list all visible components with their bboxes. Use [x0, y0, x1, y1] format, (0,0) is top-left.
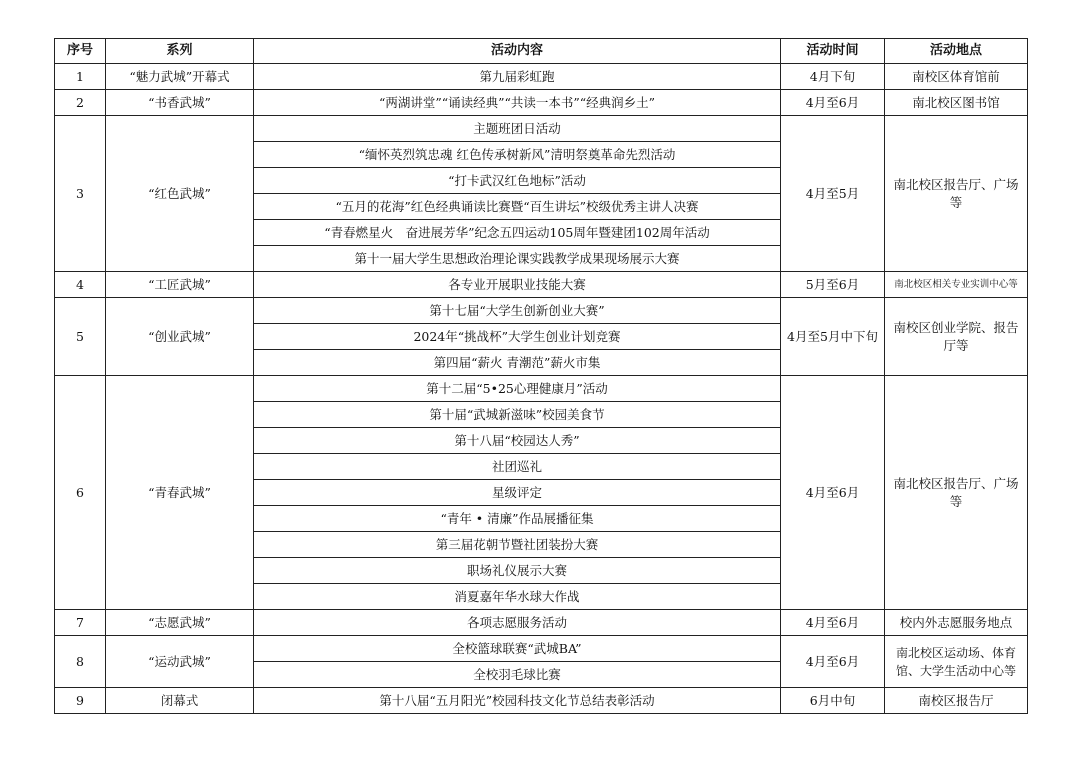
cell-no: 6 — [55, 376, 106, 610]
cell-time: 4月至6月 — [781, 90, 885, 116]
header-series: 系列 — [106, 39, 254, 64]
cell-series: “青春武城” — [106, 376, 254, 610]
cell-series: “红色武城” — [106, 116, 254, 272]
cell-time: 5月至6月 — [781, 272, 885, 298]
activity-schedule-table — [54, 38, 1028, 714]
cell-content: 星级评定 — [254, 480, 781, 506]
header-content: 活动内容 — [254, 39, 781, 64]
cell-place: 校内外志愿服务地点 — [885, 610, 1028, 636]
cell-no: 2 — [55, 90, 106, 116]
cell-content: 社团巡礼 — [254, 454, 781, 480]
cell-time: 4月至5月 — [781, 116, 885, 272]
cell-time: 4月至6月 — [781, 376, 885, 610]
cell-content: 2024年“挑战杯”大学生创业计划竞赛 — [254, 324, 781, 350]
cell-place: 南校区报告厅 — [885, 688, 1028, 714]
cell-time: 4月下旬 — [781, 64, 885, 90]
cell-series: “创业武城” — [106, 298, 254, 376]
cell-time: 4月至6月 — [781, 636, 885, 688]
cell-no: 1 — [55, 64, 106, 90]
cell-content: 消夏嘉年华水球大作战 — [254, 584, 781, 610]
cell-content: 第十八届“校园达人秀” — [254, 428, 781, 454]
cell-content: 第九届彩虹跑 — [254, 64, 781, 90]
cell-series: “书香武城” — [106, 90, 254, 116]
cell-series: 闭幕式 — [106, 688, 254, 714]
cell-place: 南北校区运动场、体育馆、大学生活动中心等 — [885, 636, 1028, 688]
cell-time: 4月至6月 — [781, 610, 885, 636]
cell-time: 4月至5月中下旬 — [781, 298, 885, 376]
header-time: 活动时间 — [781, 39, 885, 64]
cell-content: 第十八届“五月阳光”校园科技文化节总结表彰活动 — [254, 688, 781, 714]
cell-content: 职场礼仪展示大赛 — [254, 558, 781, 584]
cell-place: 南北校区图书馆 — [885, 90, 1028, 116]
table-header-row — [55, 39, 1028, 64]
cell-no: 3 — [55, 116, 106, 272]
cell-series: “魅力武城”开幕式 — [106, 64, 254, 90]
cell-series: “运动武城” — [106, 636, 254, 688]
cell-content: “五月的花海”红色经典诵读比赛暨“百生讲坛”校级优秀主讲人决赛 — [254, 194, 781, 220]
table-row — [55, 688, 1028, 714]
cell-content: 各项志愿服务活动 — [254, 610, 781, 636]
cell-content: “青春燃星火 奋进展芳华”纪念五四运动105周年暨建团102周年活动 — [254, 220, 781, 246]
cell-no: 4 — [55, 272, 106, 298]
table-row — [55, 376, 1028, 402]
cell-place: 南校区创业学院、报告厅等 — [885, 298, 1028, 376]
cell-content: 各专业开展职业技能大赛 — [254, 272, 781, 298]
cell-time: 6月中旬 — [781, 688, 885, 714]
header-place: 活动地点 — [885, 39, 1028, 64]
cell-content: “打卡武汉红色地标”活动 — [254, 168, 781, 194]
cell-content: 第三届花朝节暨社团装扮大赛 — [254, 532, 781, 558]
cell-content: 第十七届“大学生创新创业大赛” — [254, 298, 781, 324]
table-row — [55, 636, 1028, 662]
table-row — [55, 272, 1028, 298]
cell-content: “缅怀英烈筑忠魂 红色传承树新风”清明祭奠革命先烈活动 — [254, 142, 781, 168]
cell-place: 南校区体育馆前 — [885, 64, 1028, 90]
cell-content: “两湖讲堂”“诵读经典”“共读一本书”“经典润乡土” — [254, 90, 781, 116]
table-row — [55, 64, 1028, 90]
cell-content: 第十届“武城新滋味”校园美食节 — [254, 402, 781, 428]
cell-no: 8 — [55, 636, 106, 688]
cell-no: 5 — [55, 298, 106, 376]
cell-content: 全校羽毛球比赛 — [254, 662, 781, 688]
cell-content: 第十二届“5•25心理健康月”活动 — [254, 376, 781, 402]
table-row — [55, 298, 1028, 324]
header-no: 序号 — [55, 39, 106, 64]
cell-place: 南北校区报告厅、广场等 — [885, 116, 1028, 272]
cell-no: 7 — [55, 610, 106, 636]
table-row — [55, 90, 1028, 116]
cell-content: 第十一届大学生思想政治理论课实践教学成果现场展示大赛 — [254, 246, 781, 272]
table-row — [55, 116, 1028, 142]
cell-content: 第四届“薪火 青潮范”薪火市集 — [254, 350, 781, 376]
table-row — [55, 610, 1028, 636]
cell-place: 南北校区报告厅、广场等 — [885, 376, 1028, 610]
cell-series: “志愿武城” — [106, 610, 254, 636]
cell-no: 9 — [55, 688, 106, 714]
cell-content: “青年 • 清廉”作品展播征集 — [254, 506, 781, 532]
cell-content: 主题班团日活动 — [254, 116, 781, 142]
cell-content: 全校篮球联赛“武城BA” — [254, 636, 781, 662]
cell-place: 南北校区相关专业实训中心等 — [885, 272, 1028, 298]
cell-series: “工匠武城” — [106, 272, 254, 298]
